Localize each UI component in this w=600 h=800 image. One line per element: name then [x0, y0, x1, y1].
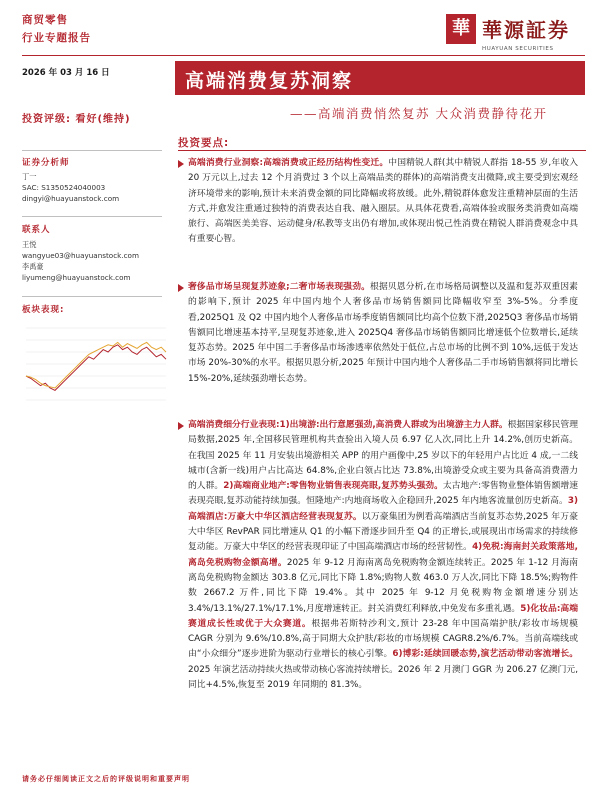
chart-series-line-0	[26, 345, 166, 391]
report-category: 商贸零售	[22, 14, 68, 26]
header-divider	[22, 55, 585, 56]
analyst-email[interactable]: dingyi@huayuanstock.com	[22, 194, 120, 203]
paragraph-highlight: 4)免税:海南封关政策落地,离岛免税购物金额高增。	[188, 542, 578, 568]
paragraph-highlight: 5)化妆品:高端赛道成长性或优于大众赛道。	[188, 603, 578, 629]
page-subtitle: ——高端消费悄然复苏 大众消费静待花开	[290, 106, 548, 121]
paragraph-text: 根据国家移民管理局数据,2025 年,全国移民管理机构共查验出入境人员 6.97 亿人次,同比上升 14.2%,创历史新高。在我国 2025 年 11 月安装出境游相关 APP 的用户画像中,25 岁以下的年轻用户占比近 4 成,一二线城市(含新一线)用户占比高达 64.8%,企业白领占比达 73.8%,出境游受众或主要为具备高消费潜力的人群。	[188, 420, 579, 492]
logo-mark-icon: 華	[446, 14, 476, 44]
paragraph-text: 2025 年演艺活动持续火热或带动核心客流持续增长。2026 年 2 月澳门 GGR 为 206.27 亿澳门元,同比+4.5%,恢复至 2019 年同期的 81.3%。	[188, 664, 578, 691]
contact-heading: 联系人	[22, 225, 51, 235]
paragraph-highlight: 3)高端酒店:万豪大中华区酒店经营表现复苏。	[188, 496, 578, 522]
paragraph-text: 2025 年 9-12 月海南离岛免税购物金额连续转正。2025 年 1-12 月海南离岛免税购物金额达 303.8 亿元,同比下降 1.8%;购物人数 463.0 万人次,同比下降 18.5%;购物件数 2667.2 万件,同比下降 19.4%。其中 2025 年 9-12 月免税购物金额增速分别达 3.4%/13.1%/27.1%/17.1%,月度增速转正。封关消费红利释放,中免发布多重礼遇。	[188, 557, 578, 614]
contact-name: 李禹豪	[22, 262, 44, 271]
paragraph-text: 以万豪集团为例看高端酒店当前复苏态势,2025 年万豪大中华区 RevPAR 同比增速从 Q1 的小幅下滑逐步回升至 Q4 的正增长,或展现出市场需求的持续修复动能。万豪大中华区的经营表现印证了中国高端酒店市场的经营韧性。	[188, 511, 578, 553]
bullet-icon	[178, 160, 184, 168]
paragraph-text: 太古地产:零售物业整体销售额增速表现亮眼,复苏动能持续加强。恒隆地产:内地商场收入企稳回升,2025 年内地客流量创历史新高。	[188, 481, 578, 507]
paragraph-highlight: 奢侈品市场呈现复苏迹象;二奢市场表现强劲。	[188, 282, 371, 292]
paragraph-highlight: 高端消费细分行业表现:1)出境游:出行意愿强劲,高消费人群或为出境游主力人群。	[188, 420, 508, 430]
analyst-name: 丁一	[22, 172, 37, 181]
footer-disclaimer: 请务必仔细阅读正文之后的评级说明和重要声明	[22, 775, 190, 783]
logo-name: 華源証券	[482, 18, 570, 42]
contact-email[interactable]: wangyue03@huayuanstock.com	[22, 251, 139, 260]
bullet-icon	[178, 422, 184, 430]
key-points-heading: 投资要点:	[178, 137, 230, 149]
key-points-divider	[178, 150, 586, 151]
logo-subtitle: HUAYUAN SECURITIES	[482, 46, 554, 52]
bullet-icon	[178, 284, 184, 292]
sidebar-divider	[22, 296, 162, 297]
paragraph-luxury-market	[178, 280, 578, 387]
paragraph-segments	[178, 418, 578, 693]
investment-rating: 投资评级: 看好(维持)	[22, 114, 131, 125]
chart-heading: 板块表现:	[22, 305, 65, 315]
sector-performance-chart	[22, 322, 170, 410]
report-type: 行业专题报告	[22, 32, 91, 44]
sidebar-divider	[22, 150, 162, 151]
paragraph-text: 根据弗若斯特沙利文,预计 23-28 年中国高端护肤/彩妆市场规模 CAGR 分别为 9.6%/10.8%,高于同期大众护肤/彩妆的市场规模 CAGR8.2%/6.7%。当前高端线或由“小众细分”逐步进阶为驱动行业增长的核心引擎。	[188, 618, 578, 660]
paragraph-highlight: 高端消费行业洞察:高端消费或正经历结构性变迁。	[188, 158, 389, 168]
paragraph-text: 根据贝恩分析,在市场格局调整以及温和复苏双重因素的影响下,预计 2025 年中国内地个人奢侈品市场销售额同比降幅收窄至 3%-5%。分季度看,2025Q1 及 Q2 中国内地个人奢侈品市场季度销售额同比均高个位数下滑,2025Q3 奢侈品市场销售额同比增速基本持平,呈现复苏迹象,进入 2025Q4 奢侈品市场销售额同比增速低个位数增长,延续复苏态势。2025 年中国二手奢侈品市场渗透率依然处于低位,占总市场的比例不到 10%,远低于发达市场 20%-30%的水平。根据贝恩分析,2025 年预计中国内地个人奢侈品二手市场销售额将同比增长 15%-20%,延续强劲增长态势。	[188, 282, 578, 384]
contact-email[interactable]: liyumeng@huayuanstock.com	[22, 273, 131, 282]
sidebar-divider	[22, 216, 162, 217]
contact-name: 王悦	[22, 240, 37, 249]
paragraph-highlight: 2)高端商业地产:零售物业销售表现亮眼,复苏势头强劲。	[223, 481, 443, 492]
analyst-heading: 证券分析师	[22, 158, 70, 168]
paragraph-high-end-insight	[178, 156, 578, 248]
paragraph-highlight: 6)博彩:延续回暖态势,演艺活动带动客流增长。	[392, 649, 578, 660]
page-title: 高端消费复苏洞察	[185, 70, 354, 92]
chart-series-line-1	[26, 342, 166, 388]
title-bar	[175, 61, 585, 95]
paragraph-text: 中国精锐人群(其中精锐人群指 18-55 岁,年收入 20 万元以上,过去 12 个月消费过 3 个以上高端品类的群体)的高端消费支出微降,或主要受到宏观经济环境带来的影响,预计未来消费金额的同比降幅或将放缓。此外,精锐群体愈发注重精神层面的生活方式,并愈发注重通过独特的消费表达自我、融入圈层。从具体花费看,高端体验或服务类消费如高端旅行、高端医美美容、运动健身/私教等支出仍有增加,或体现出悦己性消费在精锐人群消费观念中具有重要心智。	[188, 158, 578, 245]
analyst-sac: SAC: S1350524040003	[22, 183, 106, 192]
report-date: 2026 年 03 月 16 日	[22, 68, 110, 78]
